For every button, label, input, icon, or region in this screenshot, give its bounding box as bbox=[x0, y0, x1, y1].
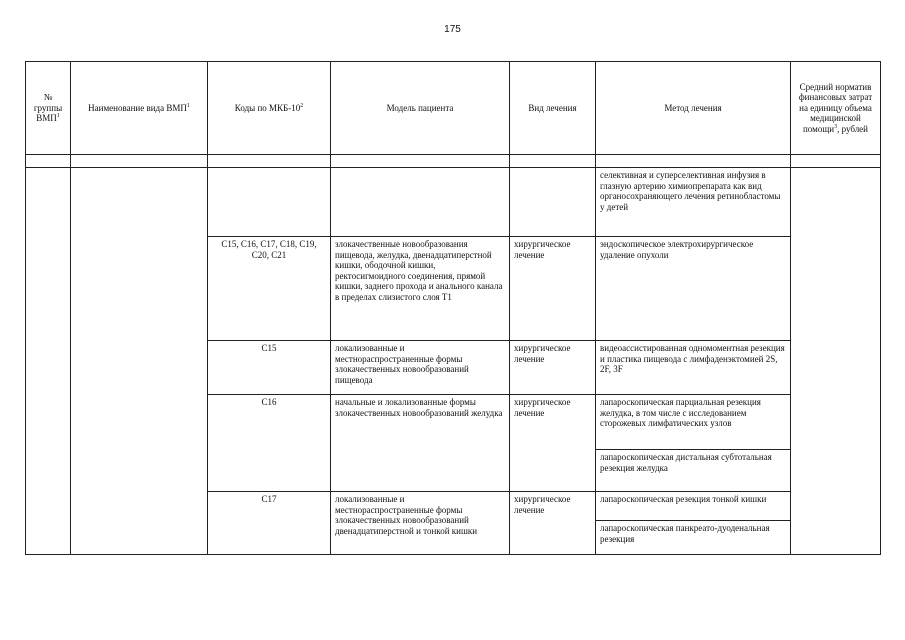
model-cell: злокачественные новообразования пищевода, желудка, двенадцатиперстной кишки, ободочной кишки, ректосигмоидного соединения, прямой кишки, заднего прохода и анального канала в пределах слизистого слоя T1 bbox=[331, 237, 510, 341]
group-cell bbox=[26, 168, 71, 555]
method-cell: лапароскопическая парциальная резекция желудка, в том числе с исследованием сторожевых лимфатических узлов bbox=[596, 395, 791, 450]
method-cell: лапароскопическая панкреато-дуоденальная резекция bbox=[596, 521, 791, 555]
header-model: Модель пациента bbox=[331, 62, 510, 155]
spacer-row bbox=[26, 155, 881, 168]
treatment-cell: хирургическое лечение bbox=[510, 237, 596, 341]
header-codes: Коды по МКБ-$10^2$ bbox=[208, 62, 331, 155]
codes-cell: C16 bbox=[208, 395, 331, 492]
method-cell: эндоскопическое электрохирургическое удаление опухоли bbox=[596, 237, 791, 341]
model-cell: локализованные и местнораспространенные формы злокачественных новообразований пищевода bbox=[331, 341, 510, 395]
method-cell: лапароскопическая резекция тонкой кишки bbox=[596, 492, 791, 521]
method-cell: видеоассистированная одномоментная резекция и пластика пищевода с лимфаденэктомией 2S, 2F, 3F bbox=[596, 341, 791, 395]
header-treatment-type: Вид лечения bbox=[510, 62, 596, 155]
codes-cell: C15, C16, C17, C18, C19, C20, C21 bbox=[208, 237, 331, 341]
vmp-name-cell bbox=[71, 168, 208, 555]
treatment-cell bbox=[510, 168, 596, 237]
model-cell bbox=[331, 168, 510, 237]
header-name: Наименование вида ВМП$^1$ bbox=[71, 62, 208, 155]
treatment-cell: хирургическое лечение bbox=[510, 492, 596, 555]
header-row bbox=[26, 62, 881, 155]
header-method: Метод лечения bbox=[596, 62, 791, 155]
model-cell: локализованные и местнораспространенные формы злокачественных новообразований двенадцатиперстной и тонкой кишки bbox=[331, 492, 510, 555]
header-group: № группы ВМП$^1$ bbox=[26, 62, 71, 155]
codes-cell bbox=[208, 168, 331, 237]
page-number: 175 bbox=[444, 24, 461, 35]
treatment-cell: хирургическое лечение bbox=[510, 341, 596, 395]
table-row bbox=[26, 168, 881, 237]
codes-cell: C17 bbox=[208, 492, 331, 555]
method-cell: лапароскопическая дистальная субтотальная резекция желудка bbox=[596, 450, 791, 492]
vmp-table bbox=[25, 61, 881, 555]
method-cell: селективная и суперселективная инфузия в глазную артерию химиопрепарата как вид органосохраняющего лечения ретинобластомы у детей bbox=[596, 168, 791, 237]
treatment-cell: хирургическое лечение bbox=[510, 395, 596, 492]
header-cost: Средний норматив финансовых затрат на единицу объема медицинской помощи$^3$, рублей bbox=[791, 62, 881, 155]
cost-cell bbox=[791, 168, 881, 555]
model-cell: начальные и локализованные формы злокачественных новообразований желудка bbox=[331, 395, 510, 492]
codes-cell: C15 bbox=[208, 341, 331, 395]
